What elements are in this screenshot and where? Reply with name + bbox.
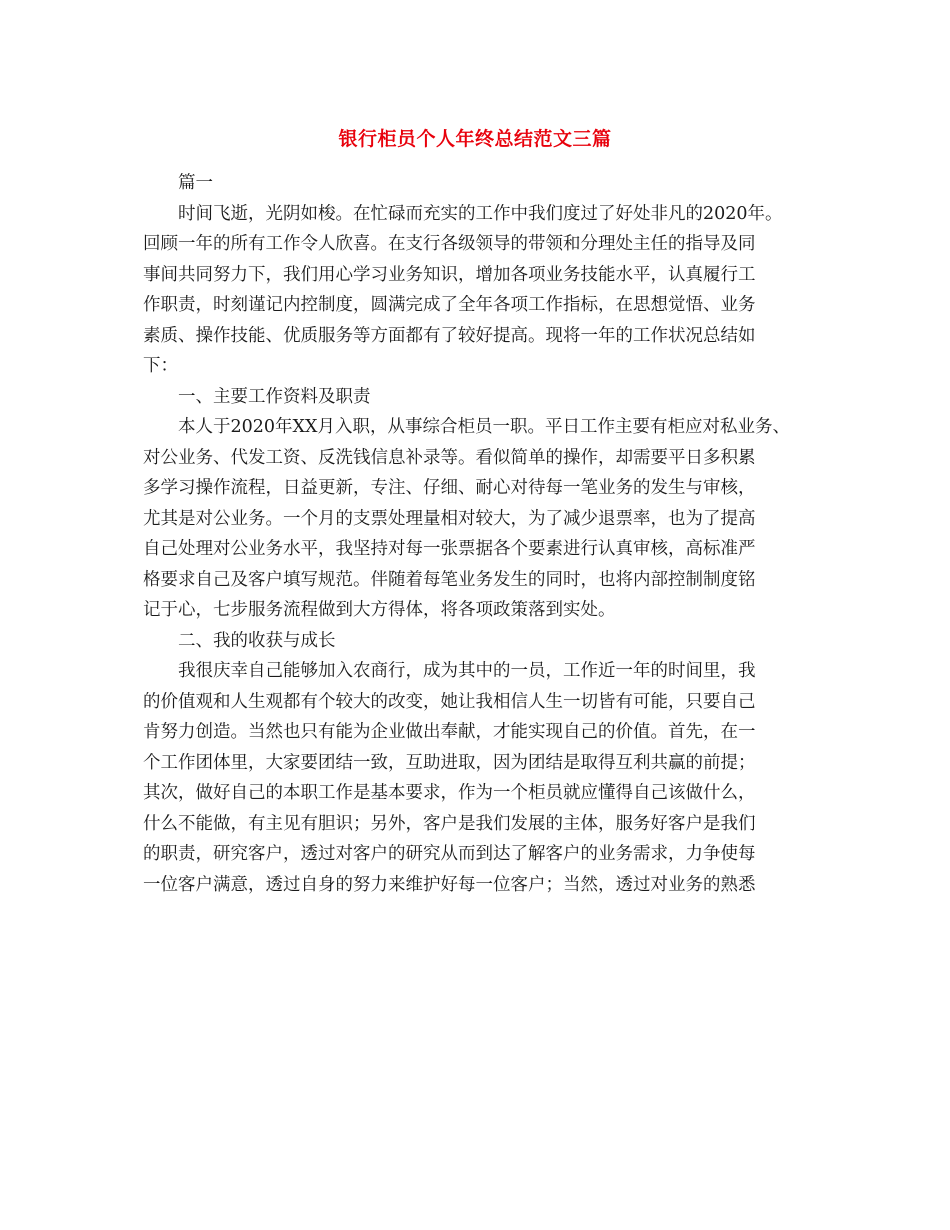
text-line: 作职责，时刻谨记内控制度，圆满完成了全年各项工作指标，在思想觉悟、业务 (143, 295, 756, 315)
text-line: 二、我的收获与成长 (178, 630, 336, 651)
text-line: 回顾一年的所有工作令人欣喜。在支行各级领导的带领和分理处主任的指导及同 (143, 234, 756, 254)
text-line: 对公业务、代发工资、反洗钱信息补录等。看似简单的操作，却需要平日多积累 (143, 447, 756, 468)
text-line: 自己处理对公业务水平，我坚持对每一张票据各个要素进行认真审核，高标准严 (143, 539, 756, 559)
text-line: 格要求自己及客户填写规范。伴随着每笔业务发生的同时，也将内部控制制度铭 (143, 569, 756, 590)
text-line: 本人于2020年XX月入职，从事综合柜员一职。平日工作主要有柜应对私业务、 (178, 417, 790, 437)
text-line: 尤其是对公业务。一个月的支票处理量相对较大，为了减少退票率，也为了提高 (143, 508, 756, 529)
text-line: 个工作团体里，大家要团结一致，互助进取，因为团结是取得互利共赢的前提； (143, 752, 756, 773)
text-line: 一、主要工作资料及职责 (178, 386, 371, 407)
text-line: 一位客户满意，透过自身的努力来维护好每一位客户；当然，透过对业务的熟悉 (143, 874, 756, 895)
text-line: 记于心，七步服务流程做到大方得体，将各项政策落到实处。 (143, 600, 616, 620)
document-title: 银行柜员个人年终总结范文三篇 (338, 128, 612, 150)
text-line: 什么不能做，有主见有胆识；另外，客户是我们发展的主体，服务好客户是我们 (143, 813, 756, 834)
text-line: 下： (143, 356, 178, 376)
document-body (143, 168, 823, 900)
text-line: 我很庆幸自己能够加入农商行，成为其中的一员，工作近一年的时间里，我 (178, 661, 756, 681)
text-line: 事间共同努力下，我们用心学习业务知识，增加各项业务技能水平，认真履行工 (143, 264, 756, 285)
text-line: 素质、操作技能、优质服务等方面都有了较好提高。现将一年的工作状况总结如 (143, 325, 756, 346)
text-line: 时间飞逝，光阴如梭。在忙碌而充实的工作中我们度过了好处非凡的2020年。 (178, 203, 783, 224)
text-line: 肯努力创造。当然也只有能为企业做出奉献，才能实现自己的价值。首先，在一 (143, 722, 756, 742)
text-line: 篇一 (178, 173, 213, 193)
text-line: 的职责，研究客户，透过对客户的研究从而到达了解客户的业务需求，力争使每 (143, 844, 756, 864)
text-line: 的价值观和人生观都有个较大的改变，她让我相信人生一切皆有可能，只要自己 (143, 691, 756, 712)
text-line: 多学习操作流程，日益更新，专注、仔细、耐心对待每一笔业务的发生与审核， (143, 478, 756, 498)
text-line: 其次，做好自己的本职工作是基本要求，作为一个柜员就应懂得自己该做什么， (143, 783, 756, 803)
